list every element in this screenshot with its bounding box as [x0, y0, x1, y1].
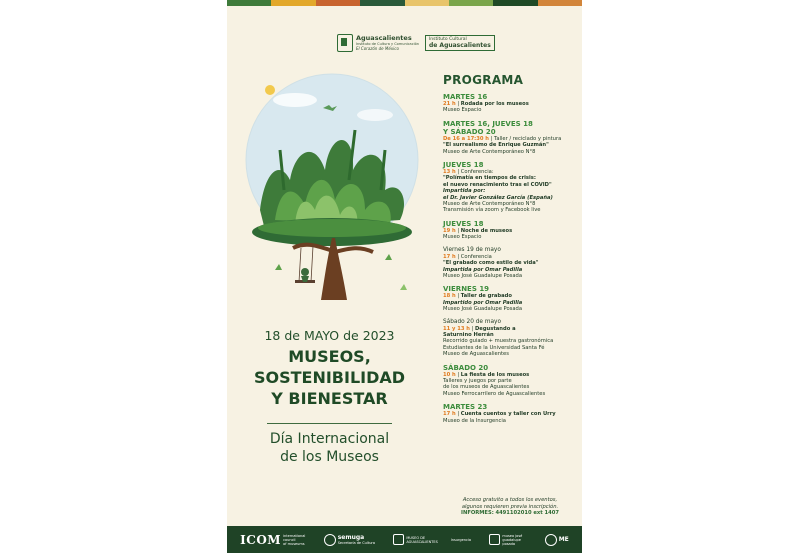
stripe-seg	[449, 0, 493, 6]
icom-sub: council	[283, 537, 296, 542]
ags-tag: El Corazón de México	[356, 46, 399, 51]
icom-logo	[240, 533, 305, 547]
headline-line: MUSEOS,	[288, 347, 371, 366]
event-activity: Cuenta cuentos y taller con Urry	[460, 411, 556, 418]
event-martes-jueves-sabado: MARTES 16, JUEVES 18 Y SÁBADO 20 De 16 a 17:30 h | Taller / reciclado y pintura "El surrealismo de Enrique Guzmán" Museo de Arte Contemporáneo N°8	[443, 120, 578, 155]
ica-logo	[425, 35, 495, 51]
stripe-seg	[227, 0, 271, 6]
event-activity: Rodada por los museos	[460, 101, 529, 107]
event-detail: Talleres y juegos por parte	[443, 377, 512, 384]
event-detail: Recorrido guiado + muestra gastronómica	[443, 338, 554, 345]
cloud-icon	[357, 109, 393, 121]
stripe-seg	[538, 0, 582, 6]
cloud-icon	[273, 93, 317, 107]
event-activity: Noche de museos	[460, 227, 513, 234]
event-martes23: MARTES 23 17 h | Cuenta cuentos y taller con Urry Museo de la Insurgencia	[443, 403, 578, 424]
event-time: 21 h	[443, 101, 456, 107]
event-by: Impartida por:	[443, 188, 486, 195]
event-by: Impartido por Omar Padilla	[443, 299, 523, 306]
event-title: el nuevo renacimiento tras el COVID"	[443, 181, 552, 188]
event-activity: La fiesta de los museos	[460, 371, 530, 378]
event-title: "El surrealismo de Enrique Guzmán"	[443, 142, 549, 149]
event-jueves18-noche: JUEVES 18 19 h | Noche de museos Museo Espacio	[443, 220, 578, 241]
event-day: MARTES 16	[443, 93, 488, 101]
leaf-icon	[385, 254, 392, 260]
semuga-logo	[324, 534, 375, 546]
event-viernes19-taller: VIERNES 19 18 h | Taller de grabado Impartido por Omar Padilla Museo José Guadalupe Posada	[443, 285, 578, 312]
semuga-sub: Secretaría de Cultura	[337, 541, 375, 545]
event-time: 10 h	[443, 371, 456, 378]
event-jueves18-conferencia: JUEVES 18 13 h | Conferencia: "Polímatía en tiempos de crisis: el nuevo renacimiento tras el COVID" Impartida por: el Dr. Javier González García (España) Museo de Arte Contemporáneo N°8 Transmisión vía zoom y Facebook live	[443, 161, 578, 214]
event-sabado20-fiesta: SÁBADO 20 10 h | La fiesta de los museos Talleres y juegos por parte de los museos de Aguascalientes Museo Ferrocarrilero de Aguascalientes	[443, 364, 578, 398]
leaf-icon	[275, 264, 282, 270]
event-time: 19 h	[443, 227, 456, 234]
event-activity: Taller / reciclado y pintura	[494, 135, 562, 142]
event-place: Museo de Arte Contemporáneo N°8	[443, 201, 536, 208]
insurgencia-logo	[451, 538, 471, 542]
leaf-icon	[400, 284, 407, 290]
ags-sub: Instituto de Cultura y Comunicación	[356, 42, 419, 46]
icom-sub: international	[283, 533, 306, 538]
event-day: VIERNES 19	[443, 285, 490, 294]
stripe-seg	[360, 0, 404, 6]
subtitle	[237, 430, 422, 466]
museum-name: museo josé guadalupe posada	[502, 533, 523, 546]
event-place: Museo de la Insurgencia	[443, 417, 506, 424]
header-logos	[337, 32, 495, 54]
event-place: Museo José Guadalupe Posada	[443, 306, 523, 313]
subtitle-line: de los Museos	[280, 449, 379, 465]
event-time: 11 y 13 h	[443, 325, 470, 332]
event-activity: Degustando a	[475, 325, 516, 332]
event-date: 18 de MAYO de 2023	[264, 328, 395, 343]
event-place: Museo Espacio	[443, 234, 482, 241]
event-martes16: MARTES 16 21 h | Rodada por los museos Museo Espacio	[443, 93, 578, 114]
event-activity: Conferencia:	[460, 169, 494, 176]
event-place: Transmisión vía zoom y Facebook live	[443, 207, 541, 214]
headline-line: SOSTENIBILIDAD	[253, 368, 406, 387]
headline-line: Y BIENESTAR	[271, 389, 388, 408]
event-day: Viernes 19 de mayo	[443, 246, 501, 253]
note-line: algunos requieren previa inscripción.	[461, 503, 559, 510]
access-note	[440, 497, 580, 517]
event-by: Impartida por Omar Padilla	[443, 266, 523, 273]
me-text: ME	[558, 536, 569, 543]
stripe-seg	[316, 0, 360, 6]
event-place: Museo Ferrocarrilero de Aguascalientes	[443, 390, 546, 397]
museo-ags-logo	[393, 534, 438, 545]
semuga-text: semuga	[337, 534, 365, 541]
poster	[227, 0, 582, 553]
event-day: MARTES 16, JUEVES 18	[443, 119, 533, 128]
event-title: "Polímatía en tiempos de crisis:	[443, 175, 536, 182]
event-time: 17 h	[443, 411, 456, 418]
event-time: De 16 a 17:30 h	[443, 135, 489, 142]
museum-name: MUSEO DE AGUASCALIENTES	[406, 535, 438, 544]
museum-building-icon	[393, 534, 404, 545]
me-logo	[545, 534, 569, 546]
icom-sub: of museums	[283, 541, 305, 546]
museum-name: Insurgencia	[450, 537, 471, 542]
event-sabado20-degustando: Sábado 20 de mayo 11 y 13 h | Degustando a Saturnino Herrán Recorrido guiado + muestra gastronómica Estudiantes de la Universidad Santa Fé Museo de Aguascalientes	[443, 319, 578, 358]
ica-line2: de Aguascalientes	[428, 42, 491, 49]
stripe-seg	[493, 0, 537, 6]
headline	[237, 346, 422, 409]
event-time: 18 h	[443, 293, 456, 300]
event-place: Museo José Guadalupe Posada	[443, 272, 523, 279]
event-day: Sábado 20 de mayo	[443, 318, 502, 325]
event-time: 17 h	[443, 253, 456, 260]
info-phone: 4491102010 ext 1407	[495, 510, 559, 516]
icom-text: ICOM	[240, 532, 282, 547]
semuga-emblem-icon	[324, 534, 336, 546]
sun-icon	[265, 85, 275, 95]
subtitle-line: Día Internacional	[269, 431, 390, 447]
event-day: SÁBADO 20	[443, 363, 489, 372]
ica-line1: Instituto Cultural	[428, 37, 467, 42]
event-activity: Conferencia	[460, 253, 492, 260]
posada-emblem-icon	[489, 534, 500, 545]
posada-logo	[489, 534, 526, 546]
event-day: JUEVES 18	[443, 219, 484, 228]
event-place: Museo de Arte Contemporáneo N°8	[443, 148, 536, 155]
event-speaker: el Dr. Javier González García (España)	[443, 194, 553, 201]
aguascalientes-emblem-icon	[337, 34, 353, 52]
event-activity: Taller de grabado	[460, 293, 512, 300]
event-day: JUEVES 18	[443, 161, 484, 170]
info-label: INFORMES:	[461, 510, 494, 516]
event-viernes19-conferencia: Viernes 19 de mayo 17 h | Conferencia "El grabado como estilo de vida" Impartida por Omar Padilla Museo José Guadalupe Posada	[443, 247, 578, 280]
event-day: MARTES 23	[443, 403, 488, 412]
aguascalientes-logo	[337, 34, 419, 52]
child-on-swing-icon	[301, 268, 309, 276]
event-detail: de los museos de Aguascalientes	[443, 384, 530, 391]
stripe-seg	[405, 0, 449, 6]
program	[443, 73, 578, 424]
divider	[267, 423, 392, 424]
event-place: Museo de Aguascalientes	[443, 351, 509, 358]
program-title: PROGRAMA	[443, 73, 524, 87]
seal-icon	[545, 534, 557, 546]
event-place: Museo Espacio	[443, 107, 482, 114]
event-detail: Estudiantes de la Universidad Santa Fé	[443, 344, 545, 351]
sponsor-footer	[227, 526, 582, 553]
event-day: Y SÁBADO 20	[443, 127, 496, 136]
event-title: "El grabado como estilo de vida"	[443, 260, 539, 267]
ags-name: Aguascalientes	[356, 34, 412, 42]
top-color-stripe	[227, 0, 582, 6]
event-activity: Saturnino Herrán	[443, 331, 494, 338]
stripe-seg	[271, 0, 315, 6]
event-time: 13 h	[443, 169, 456, 176]
note-line: Acceso gratuito a todos los eventos,	[462, 497, 558, 503]
tree-illustration	[235, 60, 430, 320]
